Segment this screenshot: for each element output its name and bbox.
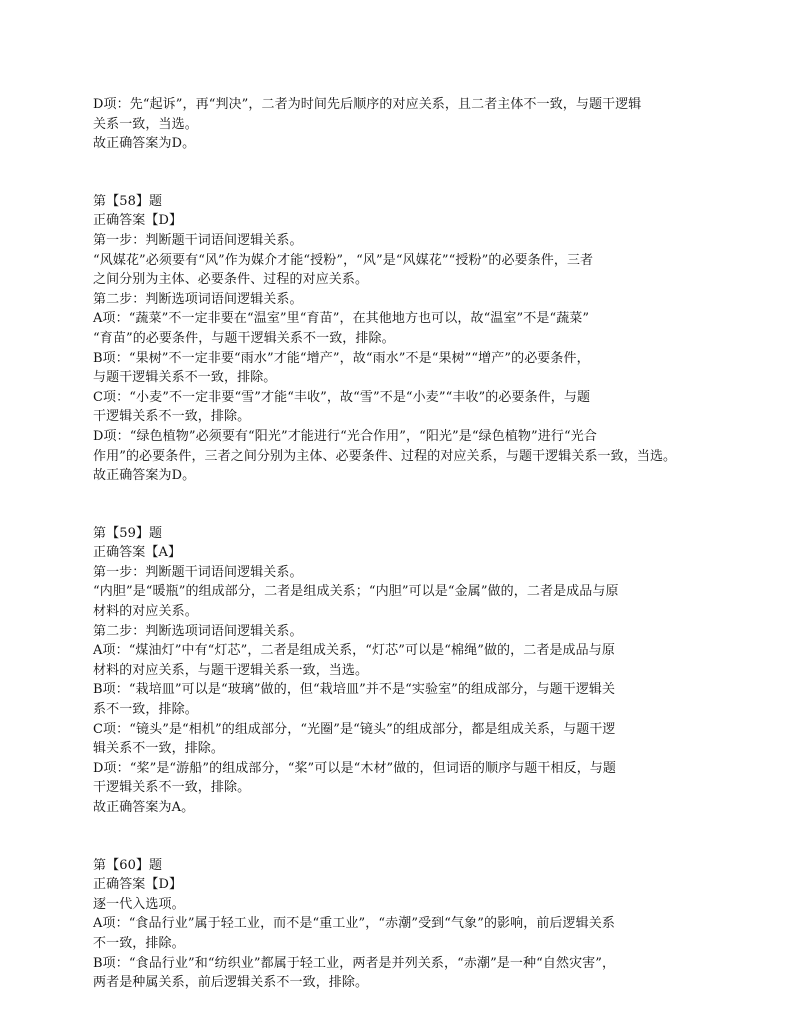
question-58-section <box>93 192 718 486</box>
text-line: 干逻辑关系不一致，排除。 <box>93 409 251 425</box>
text-line: 正确答案【D】 <box>93 877 183 893</box>
text-line: 两者是种属关系，前后逻辑关系不一致，排除。 <box>93 975 369 991</box>
text-line: 故正确答案为D。 <box>93 468 196 484</box>
document-page <box>93 95 718 993</box>
text-line: A项：“煤油灯”中有“灯芯”，二者是组成关系，“灯芯”可以是“棉绳”做的，二者是成品与原 <box>93 643 615 659</box>
text-line: 辑关系不一致，排除。 <box>93 741 225 757</box>
text-line: B项：“果树”不一定非要“雨水”才能“增产”，故“雨水”不是“果树”“增产”的必要条件， <box>93 350 590 366</box>
text-line: C项：“镜头”是“相机”的组成部分，“光圈”是“镜头”的组成部分，都是组成关系，与题干逻 <box>93 721 616 737</box>
text-line: D项：“绿色植物”必须要有“阳光”才能进行“光合作用”，“阳光”是“绿色植物”进行“光合 <box>93 428 597 444</box>
question-60-section <box>93 856 718 993</box>
text-line: B项：“栽培皿”可以是“玻璃”做的，但“栽培皿”并不是“实验室”的组成部分，与题干逻辑关 <box>93 682 616 698</box>
text-line: 第一步：判断题干词语间逻辑关系。 <box>93 564 303 580</box>
question-title: 第【59】题 <box>93 525 163 541</box>
text-line: D项：先“起诉”，再“判决”，二者为时间先后顺序的对应关系，且二者主体不一致，与题干逻辑 <box>93 97 642 112</box>
text-line: 材料的对应关系。 <box>93 604 198 620</box>
text-line: 逐一代入选项。 <box>93 896 185 912</box>
text-line: 不一致，排除。 <box>93 935 185 951</box>
question-title: 第【58】题 <box>93 193 163 209</box>
text-line: A项：“蔬菜”不一定非要在“温室”里“育苗”，在其他地方也可以，故“温室”不是“蔬菜” <box>93 311 590 327</box>
question-title: 第【60】题 <box>93 857 163 873</box>
text-line: 第二步：判断选项词语间逻辑关系。 <box>93 291 303 307</box>
text-line: C项：“小麦”不一定非要“雪”才能“丰收”，故“雪”不是“小麦”“丰收”的必要条件，与题 <box>93 389 591 405</box>
text-line: 系不一致，排除。 <box>93 702 198 718</box>
text-line: 作用”的必要条件，三者之间分别为主体、必要条件、过程的对应关系，与题干逻辑关系一致，当选。 <box>93 448 677 464</box>
text-line: “育苗”的必要条件，与题干逻辑关系不一致，排除。 <box>93 330 395 346</box>
text-line: 关系一致，当选。 <box>93 116 198 132</box>
text-line: “风媒花”必须要有“风”作为媒介才能“授粉”，“风”是“风媒花”“授粉”的必要条件，三者 <box>93 252 594 268</box>
text-line: B项：“食品行业”和“纺织业”都属于轻工业，两者是并列关系，“赤潮”是一种“自然灾害”， <box>93 955 616 971</box>
text-line: 第一步：判断题干词语间逻辑关系。 <box>93 232 303 248</box>
text-line: 与题干逻辑关系不一致，排除。 <box>93 370 277 386</box>
question-59-section <box>93 524 718 818</box>
text-line: 第二步：判断选项词语间逻辑关系。 <box>93 623 303 639</box>
text-line: 之间分别为主体、必要条件、过程的对应关系。 <box>93 272 369 288</box>
text-line: 正确答案【D】 <box>93 213 183 229</box>
text-line: A项：“食品行业”属于轻工业，而不是“重工业”，“赤潮”受到“气象”的影响，前后逻辑关系 <box>93 916 615 932</box>
text-line: 故正确答案为D。 <box>93 136 196 152</box>
text-line: 干逻辑关系不一致，排除。 <box>93 780 251 796</box>
text-line: 故正确答案为A。 <box>93 800 195 815</box>
text-line: D项：“桨”是“游船”的组成部分，“桨”可以是“木材”做的，但词语的顺序与题干相反，与题 <box>93 760 616 776</box>
text-line: “内胆”是“暖瓶”的组成部分，二者是组成关系；“内胆”可以是“金属”做的，二者是成品与原 <box>93 584 619 600</box>
text-line: 正确答案【A】 <box>93 545 182 561</box>
intro-section <box>93 95 718 154</box>
text-line: 材料的对应关系，与题干逻辑关系一致，当选。 <box>93 662 369 678</box>
